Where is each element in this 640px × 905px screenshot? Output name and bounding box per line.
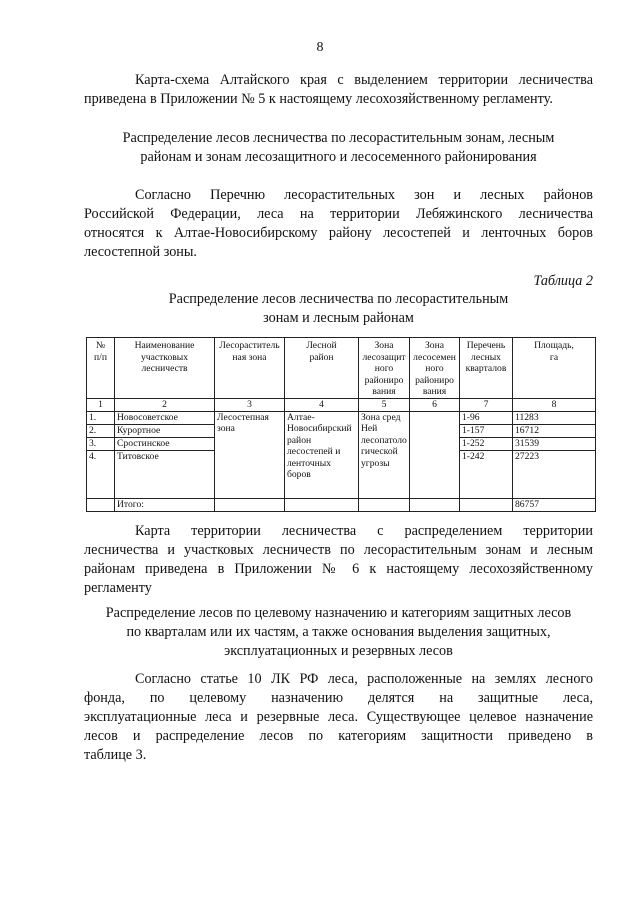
table-header-row <box>87 338 596 399</box>
total-value: 86757 <box>513 498 596 511</box>
quarters-range: 1-242 <box>460 450 513 498</box>
text-line: лесничества и участковых лесничеств по лесорастительным зонам и лесным <box>84 542 593 558</box>
row-id: 4. <box>87 450 115 498</box>
protection-zone-cell: Зона сред Ней лесопатоло гической угрозы <box>359 411 410 498</box>
forest-district-cell: Алтае- Новосибирский район лесостепей и ленточных боров <box>285 411 359 498</box>
column-number-row <box>87 399 596 412</box>
vegetation-zone-cell: Лесостепная зона <box>215 411 285 498</box>
text-line: Карта территории лесничества с распределением территории <box>135 523 593 539</box>
column-number: 5 <box>359 399 410 412</box>
paragraph-map-scheme <box>84 71 593 109</box>
quarters-range: 1-252 <box>460 437 513 450</box>
text-line: регламенту <box>84 580 152 596</box>
row-id: 2. <box>87 424 115 437</box>
text-line: эксплуатационные леса и резервные леса. Существующее целевое назначение <box>84 709 593 725</box>
total-spacer <box>215 498 285 511</box>
column-number: 4 <box>285 399 359 412</box>
area-value: 16712 <box>513 424 596 437</box>
area-value: 31539 <box>513 437 596 450</box>
forestry-name: Сростинское <box>115 437 215 450</box>
header-forest-district: Лесной район <box>285 338 359 399</box>
text-line: относятся к Алтае-Новосибирскому району лесостепей и ленточных боров <box>84 225 593 241</box>
column-number: 3 <box>215 399 285 412</box>
quarters-range: 1-96 <box>460 411 513 424</box>
forestry-name: Курортное <box>115 424 215 437</box>
table-title-line: Распределение лесов лесничества по лесорастительным <box>168 291 509 307</box>
heading-line: эксплуатационных и резервных лесов <box>224 643 453 659</box>
table-label: Таблица 2 <box>533 273 593 289</box>
text-line: Согласно Перечню лесорастительных зон и лесных районов <box>135 187 593 203</box>
column-number: 1 <box>87 399 115 412</box>
section-heading-purpose <box>70 604 607 661</box>
total-spacer <box>410 498 460 511</box>
text-line: Согласно статье 10 ЛК РФ леса, расположенные на землях лесного <box>135 671 593 687</box>
total-label: Итого: <box>115 498 215 511</box>
area-value: 11283 <box>513 411 596 424</box>
page-number: 8 <box>316 40 324 55</box>
area-value: 27223 <box>513 450 596 498</box>
header-number: № п/п <box>87 338 115 399</box>
paragraph-article-10 <box>84 670 593 765</box>
heading-line: Распределение лесов по целевому назначению и категориям защитных лесов <box>105 605 572 621</box>
text-line: фонда, по целевому назначению делятся на защитные леса, <box>84 690 593 706</box>
section-heading-zones <box>84 129 593 167</box>
header-seed-zone: Зона лесосемен ного райониро вания <box>410 338 460 399</box>
paragraph-map-territory <box>84 522 593 598</box>
text-line: районам приведена в Приложении № 6 к настоящему лесохозяйственному <box>84 561 593 577</box>
forestry-name: Титовское <box>115 450 215 498</box>
text-line: приведена в Приложении № 5 к настоящему лесохозяйственному регламенту. <box>84 91 553 107</box>
column-number: 8 <box>513 399 596 412</box>
forestry-name: Новосоветское <box>115 411 215 424</box>
quarters-range: 1-157 <box>460 424 513 437</box>
paragraph-zone-list <box>84 186 593 262</box>
text-line: Российской Федерации, леса на территории Лебяжинского лесничества <box>84 206 593 222</box>
row-id: 1. <box>87 411 115 424</box>
forest-distribution-table <box>86 337 596 512</box>
heading-line: районам и зонам лесозащитного и лесосеменного районирования <box>140 149 537 165</box>
text-line: лесостепной зоны. <box>84 244 197 260</box>
header-vegetation-zone: Лесораститель ная зона <box>215 338 285 399</box>
text-line: лесов и распределение лесов по категориям защитности приведено в <box>84 728 593 744</box>
header-forestry-name: Наименование участковых лесничеств <box>115 338 215 399</box>
column-number: 6 <box>410 399 460 412</box>
heading-line: Распределение лесов лесничества по лесорастительным зонам, лесным <box>122 130 555 146</box>
total-spacer <box>87 498 115 511</box>
table-row <box>87 411 596 424</box>
seed-zone-cell <box>410 411 460 498</box>
header-protection-zone: Зона лесозащит ного райониро вания <box>359 338 410 399</box>
total-spacer <box>285 498 359 511</box>
row-id: 3. <box>87 437 115 450</box>
header-area: Площадь, га <box>513 338 596 399</box>
table-title-line: зонам и лесным районам <box>263 310 414 326</box>
table-title <box>84 290 593 328</box>
text-line: таблице 3. <box>84 747 147 763</box>
total-spacer <box>359 498 410 511</box>
text-line: Карта-схема Алтайского края с выделением территории лесничества <box>135 72 593 88</box>
header-quarters-list: Перечень лесных кварталов <box>460 338 513 399</box>
column-number: 2 <box>115 399 215 412</box>
column-number: 7 <box>460 399 513 412</box>
table-total-row <box>87 498 596 511</box>
total-spacer <box>460 498 513 511</box>
heading-line: по кварталам или их частям, а также основания выделения защитных, <box>126 624 551 640</box>
